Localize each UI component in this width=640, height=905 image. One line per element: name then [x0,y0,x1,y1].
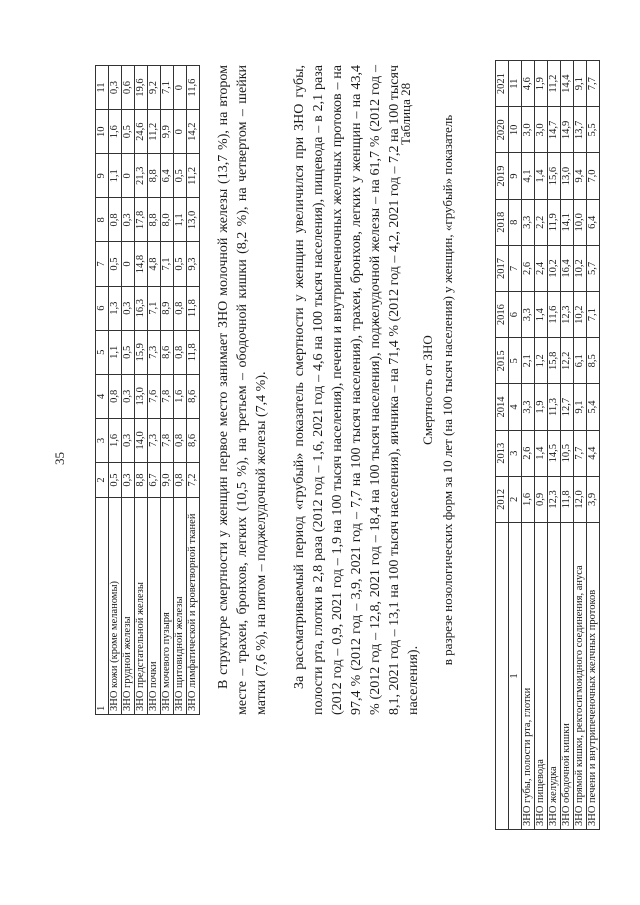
table-cell: 0,5 [174,154,187,198]
table-row [148,66,161,715]
table-cell: 3,3 [522,292,535,338]
table-cell: 7,0 [587,153,600,199]
table-cell: 6,4 [161,154,174,198]
column-number: 7 [96,242,109,286]
row-label: ЗНО печени и внутрипеченочных желчных протоков [587,523,600,830]
table-cell: 12,7 [561,384,574,430]
page-number: 35 [52,452,67,465]
year-header: 2019 [496,153,509,199]
table-cell: 14,1 [561,199,574,245]
table-cell: 19,6 [135,66,148,110]
table-cell: 3,0 [522,107,535,153]
table-cell: 0,8 [174,418,187,462]
table-cell: 8,0 [161,198,174,242]
table-cell: 1,4 [535,292,548,338]
table-cell: 0,8 [109,198,122,242]
table-cell: 3,3 [522,199,535,245]
table-cell: 12,3 [561,292,574,338]
year-header: 2013 [496,430,509,476]
table-cell: 9,2 [148,66,161,110]
table-cell: 24,6 [135,110,148,154]
table-cell: 0,3 [122,286,135,330]
table-cell: 8,8 [148,154,161,198]
table-cell: 0,5 [109,463,122,498]
year-header: 2017 [496,245,509,291]
year-header-row [496,61,509,830]
row-label: ЗНО прямой кишки, ректосигмоидного соединения, ануса [574,523,587,830]
table-cell: 1,4 [535,153,548,199]
column-number: 3 [509,430,522,476]
table-cell: 7,1 [161,242,174,286]
table-cell: 0,8 [174,286,187,330]
table-cell: 14,4 [561,61,574,107]
table-cell: 3,3 [522,384,535,430]
table-row [174,66,187,715]
row-label: ЗНО губы, полости рта, глотки [522,523,535,830]
table-cell: 16,4 [561,245,574,291]
row-label: ЗНО желудка [548,523,561,830]
table-row [535,61,548,830]
table-cell: 1,6 [109,110,122,154]
table-cell: 3,0 [535,107,548,153]
table-cell: 6,1 [574,338,587,384]
table-row [522,61,535,830]
column-number: 8 [96,198,109,242]
table-cell: 0,5 [109,242,122,286]
table-cell: 11,2 [187,154,200,198]
table-cell: 17,8 [135,198,148,242]
row-label: ЗНО мочевого пузыря [161,498,174,715]
year-header: 2012 [496,476,509,522]
table-cell: 1,6 [174,374,187,418]
table-row [161,66,174,715]
table-row [548,61,561,830]
table-cell: 7,7 [574,430,587,476]
table-cell: 2,1 [522,338,535,384]
table-cell: 7,1 [148,286,161,330]
header-empty-cell [496,523,509,830]
table-cell: 7,3 [148,330,161,374]
table-cell: 7,1 [587,292,600,338]
row-label: ЗНО лимфатической и кроветворной тканей [187,498,200,715]
year-header: 2018 [496,199,509,245]
table-cell: 14,8 [135,242,148,286]
table-cell: 0,8 [174,463,187,498]
row-label: ЗНО пищевода [535,523,548,830]
table-cell: 1,6 [522,476,535,522]
table-cell: 4,8 [148,242,161,286]
column-number: 7 [509,245,522,291]
table-cell: 1,2 [535,338,548,384]
table-cell: 8,6 [187,418,200,462]
table-cell: 1,1 [109,330,122,374]
table-cell: 7,1 [161,66,174,110]
column-number: 2 [96,463,109,498]
table-cell: 2,6 [522,245,535,291]
table-cell: 11,6 [548,292,561,338]
table-cell: 8,8 [135,463,148,498]
paragraph-structure [214,65,271,715]
table-cell: 13,0 [187,198,200,242]
year-header: 2016 [496,292,509,338]
year-header: 2021 [496,61,509,107]
table-cell: 11,2 [148,110,161,154]
table-row [135,66,148,715]
table-cell: 11,6 [187,66,200,110]
mortality-table [495,60,600,830]
table-cell: 16,3 [135,286,148,330]
table-cell: 7,7 [587,61,600,107]
table-cell: 15,8 [548,338,561,384]
table-cell: 11,8 [187,286,200,330]
table-cell: 13,7 [574,107,587,153]
column-number: 4 [96,374,109,418]
table-cell: 1,6 [109,418,122,462]
table-cell: 7,3 [148,418,161,462]
table-cell: 2,2 [535,199,548,245]
column-number: 9 [96,154,109,198]
table-cell: 11,3 [548,384,561,430]
table-cell: 6,7 [148,463,161,498]
table-cell: 10,2 [548,245,561,291]
column-number: 11 [509,61,522,107]
table-cell: 1,9 [535,384,548,430]
table-cell: 9,1 [574,61,587,107]
column-number: 1 [96,498,109,715]
table-cell: 9,1 [574,384,587,430]
table-cell: 2,4 [535,245,548,291]
column-number: 2 [509,476,522,522]
paragraph-text: За рассматриваемый период «грубый» показатель смертности у женщин увеличился при ЗНО губы, полости рта, глотки в 2,8 раза (2012 год – 1,6, 2021 год – 4,6 на 100 тысяч населения), пищевода – в 2,1 раза (2012 год – 0,9, 2021 год – 1,9 на 100 тысяч населения), печени и внутрипеченочных желчных протоков – на 97,4 % (2012 год – 3,9, 2021 год – 7,7 на 100 тысяч населения), трахеи, бронхов, легких у женщин – на 43,4 % (2012 год – 12,8, 2021 год – 18,4 на 100 тысяч населения), поджелудочной железы – на 61,7 % (2012 год – 8,1, 2021 год – 13,1 на 100 тысяч населения), яичника – на 71,4 % (2012 год – 4,2, 2021 год – 7,2 на 100 тысяч населения). [292,65,421,715]
table-cell: 0,8 [174,330,187,374]
table-cell: 8,5 [587,338,600,384]
column-number: 10 [509,107,522,153]
table-cell: 0 [174,66,187,110]
table-row [574,61,587,830]
table-cell: 11,8 [187,330,200,374]
table-cell: 6,4 [587,199,600,245]
row-label: ЗНО щитовидной железы [174,498,187,715]
row-label: ЗНО почки [148,498,161,715]
table-cell: 0,9 [535,476,548,522]
paragraph-text: В структуре смертности у женщин первое место занимает ЗНО молочной железы (13,7 %), на втором месте – трахеи, бронхов, легких (10,5 %), на третьем – ободочной кишки (8,2 %), на четвертом – шейки матки (7,6 %), на пятом – поджелудочной железы (7,4 %). [216,65,269,715]
table-cell: 0,3 [122,198,135,242]
table-cell: 11,8 [561,476,574,522]
table-cell: 15,9 [135,330,148,374]
table-cell: 0,5 [122,330,135,374]
table-cell: 7,8 [161,418,174,462]
table-cell: 0,5 [174,242,187,286]
table-cell: 0 [122,154,135,198]
column-number: 10 [96,110,109,154]
table-cell: 14,5 [548,430,561,476]
table-cell: 15,6 [548,153,561,199]
table-cell: 0,3 [109,66,122,110]
table-cell: 10,2 [574,245,587,291]
table-cell: 8,8 [148,198,161,242]
table-cell: 3,9 [587,476,600,522]
table-row [187,66,200,715]
column-number: 5 [509,338,522,384]
table-cell: 0 [122,242,135,286]
table-cell: 21,3 [135,154,148,198]
table-cell: 0,3 [122,418,135,462]
table-cell: 8,9 [161,286,174,330]
year-header: 2014 [496,384,509,430]
table-cell: 11,9 [548,199,561,245]
table-cell: 1,1 [174,198,187,242]
table-cell: 9,9 [161,110,174,154]
column-number: 9 [509,153,522,199]
table-cell: 8,6 [161,330,174,374]
table-cell: 0 [174,110,187,154]
table-cell: 0,5 [122,110,135,154]
table-cell: 7,8 [161,374,174,418]
table-cell: 1,1 [109,154,122,198]
table-caption: Таблица 28 [398,82,413,145]
table-cell: 1,9 [535,61,548,107]
column-number: 3 [96,418,109,462]
column-number: 8 [509,199,522,245]
table-subtitle: в разрезе нозологических форм за 10 лет (на 100 тысяч населения) у женщин, «грубый» показатель [440,114,455,666]
row-label: ЗНО кожи (кроме меланомы) [109,498,122,715]
table-cell: 0,3 [122,463,135,498]
table-cell: 4,6 [522,61,535,107]
year-header: 2015 [496,338,509,384]
column-number: 5 [96,330,109,374]
table-cell: 14,9 [561,107,574,153]
year-header: 2020 [496,107,509,153]
column-number: 6 [509,292,522,338]
table-cell: 0,3 [122,374,135,418]
table-cell: 10,0 [574,199,587,245]
table-title: Смертность от ЗНО [420,335,435,445]
table-cell: 1,4 [535,430,548,476]
table-cell: 12,2 [561,338,574,384]
table-cell: 0,8 [109,374,122,418]
table-cell: 7,6 [148,374,161,418]
table-cell: 5,7 [587,245,600,291]
table-cell: 9,0 [161,463,174,498]
table-cell: 4,4 [587,430,600,476]
row-label: ЗНО предстательной железы [135,498,148,715]
table-cell: 5,5 [587,107,600,153]
column-number-row [509,61,522,830]
continued-table [95,65,200,715]
table-cell: 4,1 [522,153,535,199]
row-label: ЗНО грудной железы [122,498,135,715]
table-cell: 9,3 [187,242,200,286]
table-cell: 14,2 [187,110,200,154]
table-cell: 8,6 [187,374,200,418]
column-number: 6 [96,286,109,330]
table-row [109,66,122,715]
column-number: 4 [509,384,522,430]
column-number: 11 [96,66,109,110]
table-row [587,61,600,830]
table-cell: 14,0 [135,418,148,462]
table-cell: 10,2 [574,292,587,338]
table-cell: 9,4 [574,153,587,199]
table-cell: 7,2 [187,463,200,498]
row-label: ЗНО ободочной кишки [561,523,574,830]
table-cell: 1,3 [109,286,122,330]
table-row [561,61,574,830]
table-cell: 13,0 [135,374,148,418]
column-number: 1 [509,523,522,830]
table-cell: 14,7 [548,107,561,153]
table-header-row [96,66,109,715]
table-row [122,66,135,715]
table-cell: 2,6 [522,430,535,476]
paragraph-trend [290,65,423,715]
table-cell: 5,4 [587,384,600,430]
table-cell: 0,6 [122,66,135,110]
table-cell: 11,2 [548,61,561,107]
table-cell: 12,3 [548,476,561,522]
table-cell: 13,0 [561,153,574,199]
table-cell: 10,5 [561,430,574,476]
table-cell: 12,0 [574,476,587,522]
